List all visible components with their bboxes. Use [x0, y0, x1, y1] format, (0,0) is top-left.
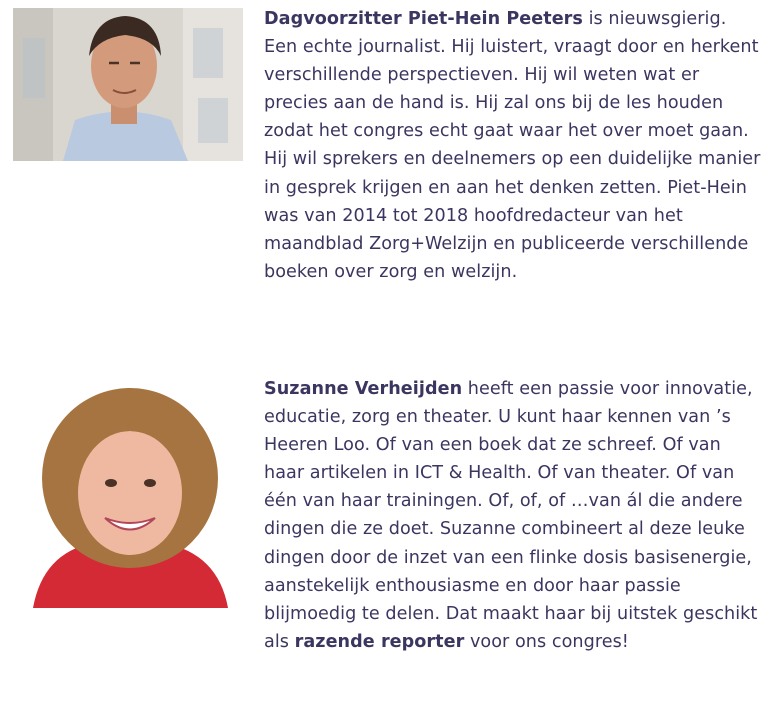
bio-text: heeft een passie voor innovatie, educatie, zorg en theater. U kunt haar kennen van ’s Heeren Loo. Of van een boek dat ze schreef. Of van haar artikelen in ICT & Health. Of van theater. Of van één van haar trainingen. Of, of, of …van ál die andere dingen die ze doet. Suzanne combineert al deze leuke dingen door de inzet van een flinke dosis basisenergie, aanstekelijk enthousiasme en door haar passie blijmoedig te delen. Dat maakt haar bij uitstek geschikt als	[264, 379, 758, 652]
portrait-photo-suzanne	[13, 383, 243, 608]
bio-text: is nieuwsgierig. Een echte journalist. Hij luistert, vraagt door en herkent verschillende perspectieven. Hij wil weten wat er precies aan de hand is. Hij zal ons bij de les houden zodat het congres echt gaat waar het over moet gaan. Hij wil sprekers en deelnemers op een duidelijke manier in gesprek krijgen en aan het denken zetten. Piet-Hein was van 2014 tot 2018 hoofdredacteur van het maandblad Zorg+Welzijn en publiceerde verschillende boeken over zorg en welzijn.	[264, 9, 761, 282]
speaker-name: Dagvoorzitter Piet-Hein Peeters	[264, 9, 583, 29]
bio-text-end: voor ons congres!	[464, 631, 629, 652]
bio-paragraph	[264, 5, 764, 286]
role-highlight: razende reporter	[294, 631, 465, 652]
portrait-photo-piet-hein	[13, 8, 243, 161]
bio-paragraph	[264, 375, 764, 656]
speaker-name: Suzanne Verheijden	[264, 379, 463, 399]
